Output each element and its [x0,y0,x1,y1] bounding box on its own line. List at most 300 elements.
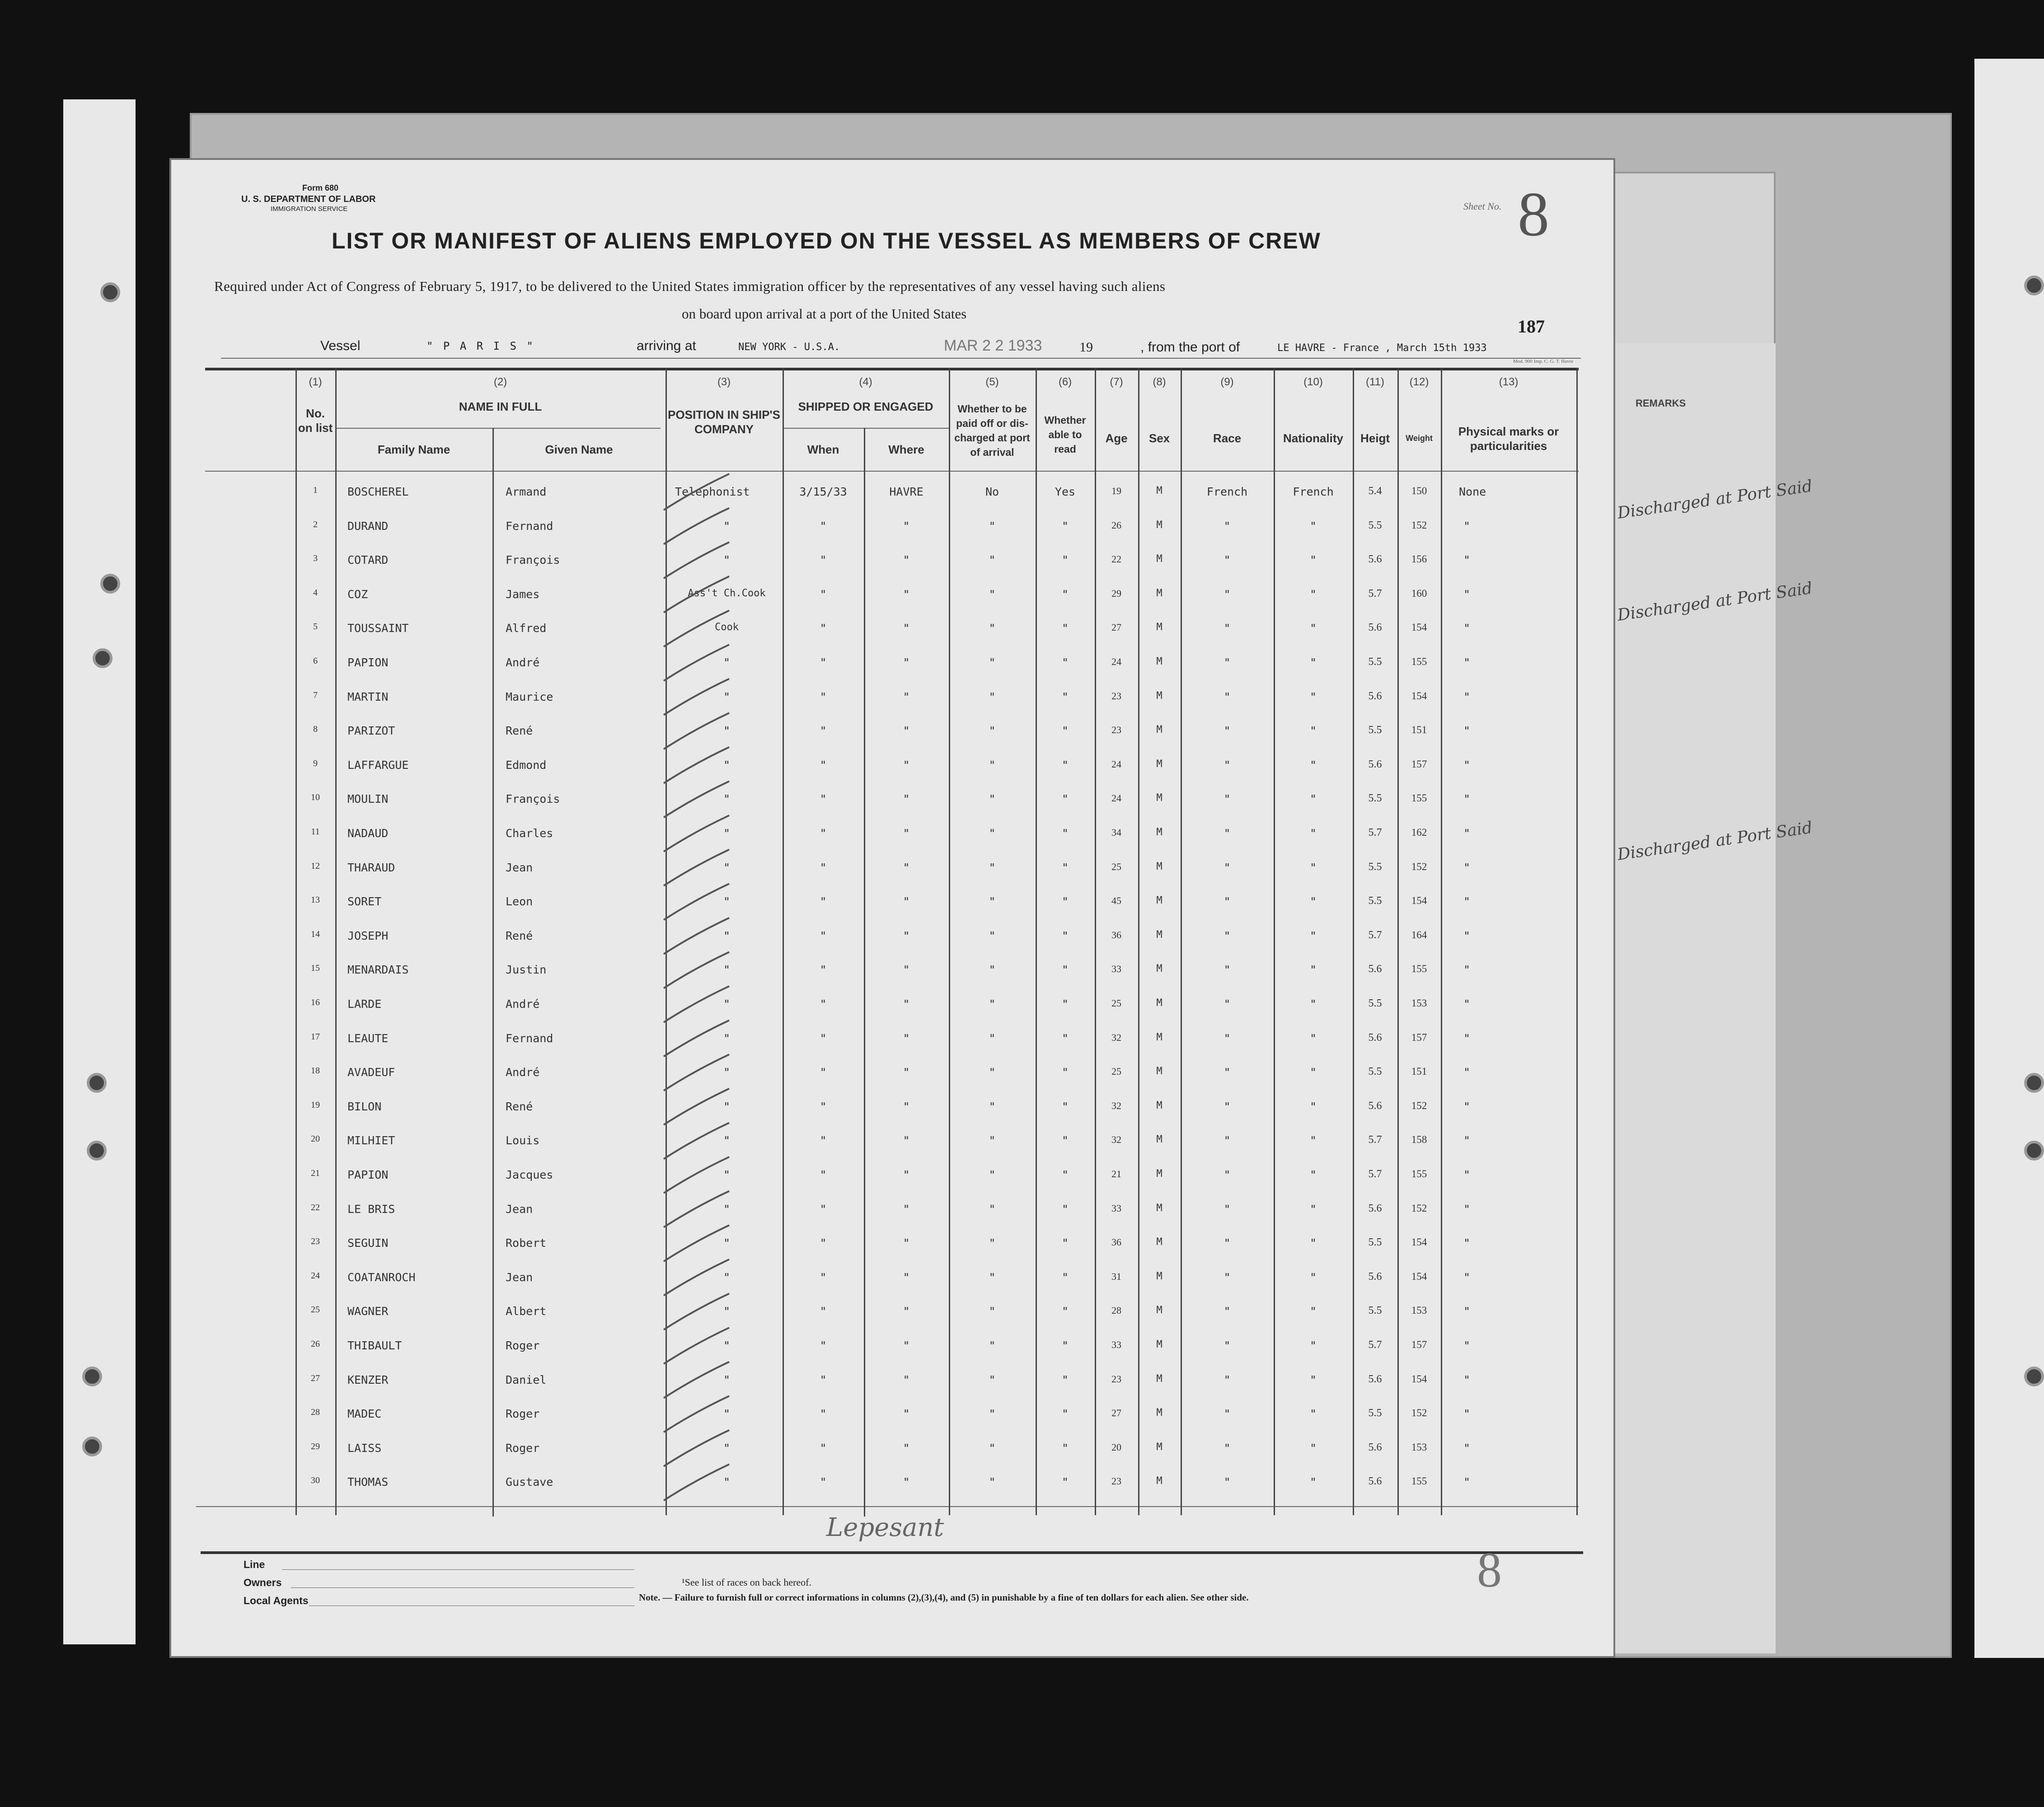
sex: M [1156,1373,1163,1385]
position-ditto: " [723,1202,731,1216]
paid-off-ditto: " [989,1475,996,1489]
given-name: Jean [506,1270,533,1284]
able-to-read-ditto: " [1061,1066,1069,1079]
position-ditto: " [723,895,731,908]
weight: 154 [1411,622,1427,633]
penalty-note: Note. — Failure to furnish full or correct informations in columns (2),(3),(4), and (5) in punishable by a fine of ten dollars for each alien. See other side. [639,1592,1249,1603]
position-ditto: " [723,724,731,738]
age: 23 [1111,1475,1121,1487]
given-name: Jacques [506,1168,553,1181]
height: 5.7 [1368,929,1382,941]
position: Cook [715,622,739,633]
nationality: French [1293,485,1334,498]
able-to-read: Yes [1055,485,1076,498]
able-to-read-ditto: " [1061,656,1069,669]
family-name: COTARD [347,553,389,567]
year-prefix: 19 [1079,340,1093,355]
able-to-read-ditto: " [1061,997,1069,1011]
vessel-name: " P A R I S " [427,340,535,352]
races-note: ¹See list of races on back hereof. [682,1577,811,1588]
shipped-when-ditto: " [820,1407,827,1421]
row-number: 30 [311,1475,320,1486]
family-name: LEAUTE [347,1031,389,1045]
race-ditto: " [1224,895,1231,908]
weight: 157 [1411,1339,1427,1350]
age: 32 [1111,1100,1121,1111]
age: 28 [1111,1305,1121,1316]
position-ditto: " [723,1305,731,1318]
given-name: Daniel [506,1373,547,1386]
family-name: LE BRIS [347,1202,395,1216]
age: 24 [1111,758,1121,770]
able-to-read-ditto: " [1061,1305,1069,1318]
shipped-where-ditto: " [903,1339,910,1352]
weight: 157 [1411,758,1427,770]
position-ditto: " [723,963,731,977]
tick-marks [171,160,1617,1660]
race-ditto: " [1224,1339,1231,1352]
shipped-where-ditto: " [903,1407,910,1421]
height: 5.6 [1368,1031,1382,1044]
height: 5.6 [1368,1373,1382,1385]
family-name: LAFFARGUE [347,758,409,772]
height: 5.6 [1368,622,1382,634]
age: 32 [1111,1031,1121,1043]
shipped-when-ditto: " [820,963,827,977]
paid-off-ditto: " [989,1373,996,1386]
able-to-read-ditto: " [1061,690,1069,703]
able-to-read-ditto: " [1061,1236,1069,1250]
binding-hole [2024,1367,2044,1386]
position-ditto: " [723,1100,731,1113]
given-name: André [506,656,540,669]
column-number: (3) [717,376,731,388]
shipped-when-ditto: " [820,929,827,942]
weight: 150 [1411,485,1427,496]
nationality-ditto: " [1309,1031,1317,1045]
able-to-read-ditto: " [1061,622,1069,635]
height: 5.5 [1368,1407,1382,1419]
physical-marks-ditto: " [1463,929,1471,942]
service: IMMIGRATION SERVICE [271,205,348,213]
shipped-where-ditto: " [903,587,910,601]
nationality-ditto: " [1309,519,1317,533]
shipped-when-ditto: " [820,1236,827,1250]
shipped-when-ditto: " [820,997,827,1011]
position-ditto: " [723,861,731,874]
form-number: Form 680 [302,183,339,192]
given-name: François [506,792,560,806]
shipped-where-ditto: " [903,553,910,567]
age: 20 [1111,1441,1121,1453]
nationality-ditto: " [1309,1202,1317,1216]
height: 5.7 [1368,1134,1382,1146]
physical-marks-ditto: " [1463,827,1471,840]
paid-off-ditto: " [989,758,996,772]
arrival-stamp: MAR 2 2 1933 [944,337,1042,354]
tick-mark [664,952,729,988]
age: 26 [1111,519,1121,531]
nationality-ditto: " [1309,690,1317,703]
family-name: LAISS [347,1441,382,1455]
family-name: PAPION [347,656,389,669]
able-to-read-ditto: " [1061,861,1069,874]
weight: 157 [1411,1031,1427,1043]
manifest-subtitle-2: on board upon arrival at a port of the United States [682,306,967,322]
physical-marks-ditto: " [1463,1270,1471,1284]
tick-mark [664,1225,729,1261]
position-ditto: " [723,1373,731,1386]
height: 5.6 [1368,963,1382,975]
race-ditto: " [1224,1475,1231,1489]
sex: M [1156,1407,1163,1419]
family-name: DURAND [347,519,389,533]
vessel-label: Vessel [320,338,361,353]
family-name: KENZER [347,1373,389,1386]
race-ditto: " [1224,861,1231,874]
physical-marks-ditto: " [1463,861,1471,874]
shipped-when-ditto: " [820,724,827,738]
nationality-ditto: " [1309,1339,1317,1352]
given-name: René [506,724,533,738]
manifest-subtitle-1: Required under Act of Congress of February 5, 1917, to be delivered to the United States immigration officer by the representatives of any vessel having such aliens [214,278,1166,294]
able-to-read-ditto: " [1061,1339,1069,1352]
nationality-ditto: " [1309,553,1317,567]
physical-marks-ditto: " [1463,792,1471,806]
sex: M [1156,1202,1163,1214]
paid-off-ditto: " [989,587,996,601]
shipped-when-ditto: " [820,1202,827,1216]
family-name: COZ [347,587,368,601]
shipped-when-ditto: " [820,1100,827,1113]
row-number: 14 [311,929,320,939]
race-ditto: " [1224,1031,1231,1045]
family-name: COATANROCH [347,1270,416,1284]
position-ditto: " [723,1475,731,1489]
height: 5.6 [1368,1270,1382,1283]
weight: 155 [1411,963,1427,975]
family-name: BILON [347,1100,382,1113]
physical-marks-ditto: " [1463,997,1471,1011]
nationality-ditto: " [1309,997,1317,1011]
shipped-where-ditto: " [903,622,910,635]
race-ditto: " [1224,1373,1231,1386]
given-name: René [506,1100,533,1113]
race-ditto: " [1224,1305,1231,1318]
age: 24 [1111,792,1121,804]
shipped-where: HAVRE [889,485,924,498]
paid-off-ditto: " [989,622,996,635]
height: 5.5 [1368,997,1382,1009]
height: 5.5 [1368,656,1382,668]
able-to-read-ditto: " [1061,1202,1069,1216]
age: 21 [1111,1168,1121,1180]
row-number: 12 [311,861,320,871]
given-name: Armand [506,485,547,498]
departure-port: LE HAVRE - France , March 15th 1933 [1277,342,1487,354]
paid-off-ditto: " [989,690,996,703]
sex: M [1156,929,1163,941]
row-number: 22 [311,1202,320,1212]
height: 5.7 [1368,1339,1382,1351]
sex: M [1156,1134,1163,1146]
shipped-where-ditto: " [903,724,910,738]
able-to-read-ditto: " [1061,1031,1069,1045]
row-number: 3 [313,553,318,564]
family-name: MENARDAIS [347,963,409,977]
family-name: THOMAS [347,1475,389,1489]
given-name: Jean [506,1202,533,1216]
nationality-ditto: " [1309,724,1317,738]
able-to-read-ditto: " [1061,1441,1069,1455]
given-name: René [506,929,533,942]
weight: 156 [1411,553,1427,565]
row-number: 1 [313,485,318,495]
binding-hole [87,1073,107,1093]
race-ditto: " [1224,553,1231,567]
tick-mark [664,986,729,1022]
from-label: , from the port of [1140,340,1240,355]
weight: 152 [1411,861,1427,872]
given-name: James [506,587,540,601]
paid-off-ditto: " [989,1236,996,1250]
position: Ass't Ch.Cook [688,587,766,599]
weight: 155 [1411,1168,1427,1180]
nationality-ditto: " [1309,895,1317,908]
left-binding-strip [63,99,136,1644]
nationality-ditto: " [1309,587,1317,601]
family-name: THIBAULT [347,1339,402,1352]
able-to-read-ditto: " [1061,1407,1069,1421]
column-number: (5) [985,376,999,388]
shipped-where-ditto: " [903,1236,910,1250]
weight: 154 [1411,1373,1427,1385]
physical-marks-ditto: " [1463,758,1471,772]
family-name: WAGNER [347,1305,389,1318]
able-to-read-ditto: " [1061,587,1069,601]
nationality-ditto: " [1309,861,1317,874]
shipped-where-ditto: " [903,1475,910,1489]
paid-off-ditto: " [989,1305,996,1318]
age: 36 [1111,929,1121,941]
family-name: LARDE [347,997,382,1011]
tick-mark [664,1157,729,1193]
weight: 154 [1411,895,1427,907]
given-name: Maurice [506,690,553,703]
sex: M [1156,519,1163,531]
remarks-sheet [1613,343,1776,1653]
physical-marks-ditto: " [1463,587,1471,601]
able-to-read-ditto: " [1061,1134,1069,1147]
remark-discharged: Discharged at Port Said [1616,818,1814,864]
race: French [1206,485,1248,498]
sex: M [1156,1031,1163,1043]
shipped-when-ditto: " [820,1475,827,1489]
tick-mark [664,884,729,920]
row-number: 20 [311,1134,320,1144]
sex: M [1156,656,1163,667]
sex: M [1156,758,1163,770]
family-name: TOUSSAINT [347,622,409,635]
row-number: 7 [313,690,318,700]
weight: 155 [1411,656,1427,667]
position-ditto: " [723,1066,731,1079]
arriving-label: arriving at [637,338,696,353]
position-ditto: " [723,1441,731,1455]
physical-marks-ditto: " [1463,1031,1471,1045]
height: 5.6 [1368,1100,1382,1112]
physical-marks-ditto: " [1463,1475,1471,1489]
sex: M [1156,861,1163,872]
position-ditto: " [723,519,731,533]
physical-marks-ditto: " [1463,553,1471,567]
nationality-ditto: " [1309,1236,1317,1250]
able-to-read-ditto: " [1061,1270,1069,1284]
nationality-ditto: " [1309,963,1317,977]
age: 23 [1111,1373,1121,1385]
weight: 152 [1411,1100,1427,1111]
height: 5.5 [1368,724,1382,736]
nationality-ditto: " [1309,827,1317,840]
nationality-ditto: " [1309,622,1317,635]
shipped-where-ditto: " [903,1100,910,1113]
given-name: Jean [506,861,533,874]
weight: 155 [1411,1475,1427,1487]
binding-hole [2024,1141,2044,1161]
paid-off-ditto: " [989,1031,996,1045]
sex: M [1156,553,1163,565]
given-name: Roger [506,1441,540,1455]
position-ditto: " [723,1168,731,1181]
physical-marks-ditto: " [1463,895,1471,908]
nationality-ditto: " [1309,1066,1317,1079]
sex: M [1156,622,1163,633]
row-number: 16 [311,997,320,1007]
age: 29 [1111,587,1121,599]
paid-off-ditto: " [989,1339,996,1352]
family-name: MOULIN [347,792,389,806]
page-number: 187 [1518,316,1545,337]
sex: M [1156,792,1163,804]
column-subheader: Given Name [545,443,613,456]
column-subheader: Where [888,443,924,456]
shipped-where-ditto: " [903,690,910,703]
paid-off-ditto: " [989,827,996,840]
age: 23 [1111,724,1121,736]
race-ditto: " [1224,519,1231,533]
position-ditto: " [723,997,731,1011]
age: 22 [1111,553,1121,565]
race-ditto: " [1224,1100,1231,1113]
given-name: Fernand [506,519,553,533]
column-header: SHIPPED OR ENGAGED [798,400,933,413]
shipped-where-ditto: " [903,827,910,840]
footer-sheet-stamp: 8 [1477,1542,1502,1597]
row-number: 24 [311,1270,320,1281]
physical-marks-ditto: " [1463,1202,1471,1216]
tick-mark [664,1259,729,1296]
sex: M [1156,1475,1163,1487]
sex: M [1156,690,1163,702]
binding-hole [2024,276,2044,295]
tick-mark [664,713,729,749]
race-ditto: " [1224,724,1231,738]
nationality-ditto: " [1309,1134,1317,1147]
race-ditto: " [1224,1236,1231,1250]
row-number: 17 [311,1031,320,1042]
race-ditto: " [1224,1066,1231,1079]
binding-hole [100,282,120,302]
position-ditto: " [723,1031,731,1045]
tick-mark [664,850,729,886]
nationality-ditto: " [1309,758,1317,772]
column-number: (12) [1409,376,1429,388]
tick-mark [664,679,729,715]
race-ditto: " [1224,1168,1231,1181]
given-name: Gustave [506,1475,553,1489]
sex: M [1156,1100,1163,1111]
race-ditto: " [1224,929,1231,942]
race-ditto: " [1224,758,1231,772]
age: 34 [1111,827,1121,838]
physical-marks: None [1459,485,1486,498]
shipped-where-ditto: " [903,1031,910,1045]
shipped-where-ditto: " [903,1066,910,1079]
race-ditto: " [1224,1134,1231,1147]
shipped-where-ditto: " [903,656,910,669]
tick-mark [664,781,729,817]
tick-mark [664,645,729,681]
race-ditto: " [1224,587,1231,601]
shipped-when-ditto: " [820,1031,827,1045]
remarks-header: REMARKS [1636,398,1686,409]
paid-off-ditto: " [989,1270,996,1284]
paid-off-ditto: " [989,1441,996,1455]
height: 5.6 [1368,553,1382,566]
tick-mark [664,1328,729,1364]
shipped-when-ditto: " [820,895,827,908]
shipped-where-ditto: " [903,1305,910,1318]
nationality-ditto: " [1309,1407,1317,1421]
position-ditto: " [723,1270,731,1284]
weight: 154 [1411,1270,1427,1282]
shipped-when-ditto: " [820,1270,827,1284]
sex: M [1156,1270,1163,1282]
able-to-read-ditto: " [1061,1475,1069,1489]
paid-off-ditto: " [989,929,996,942]
tick-mark [664,1191,729,1227]
able-to-read-ditto: " [1061,1100,1069,1113]
nationality-ditto: " [1309,1168,1317,1181]
height: 5.4 [1368,485,1382,497]
binding-hole [2024,1073,2044,1093]
shipped-when-ditto: " [820,827,827,840]
able-to-read-ditto: " [1061,758,1069,772]
column-header: Sex [1149,431,1170,445]
sex: M [1156,997,1163,1009]
manifest-title: LIST OR MANIFEST OF ALIENS EMPLOYED ON THE VESSEL AS MEMBERS OF CREW [332,228,1321,253]
column-header: Heigt [1360,431,1390,445]
given-name: Justin [506,963,547,977]
family-name: THARAUD [347,861,395,874]
shipped-where-ditto: " [903,1202,910,1216]
age: 25 [1111,1066,1121,1077]
weight: 155 [1411,792,1427,804]
nationality-ditto: " [1309,1475,1317,1489]
shipped-when-ditto: " [820,758,827,772]
height: 5.6 [1368,1441,1382,1453]
race-ditto: " [1224,622,1231,635]
